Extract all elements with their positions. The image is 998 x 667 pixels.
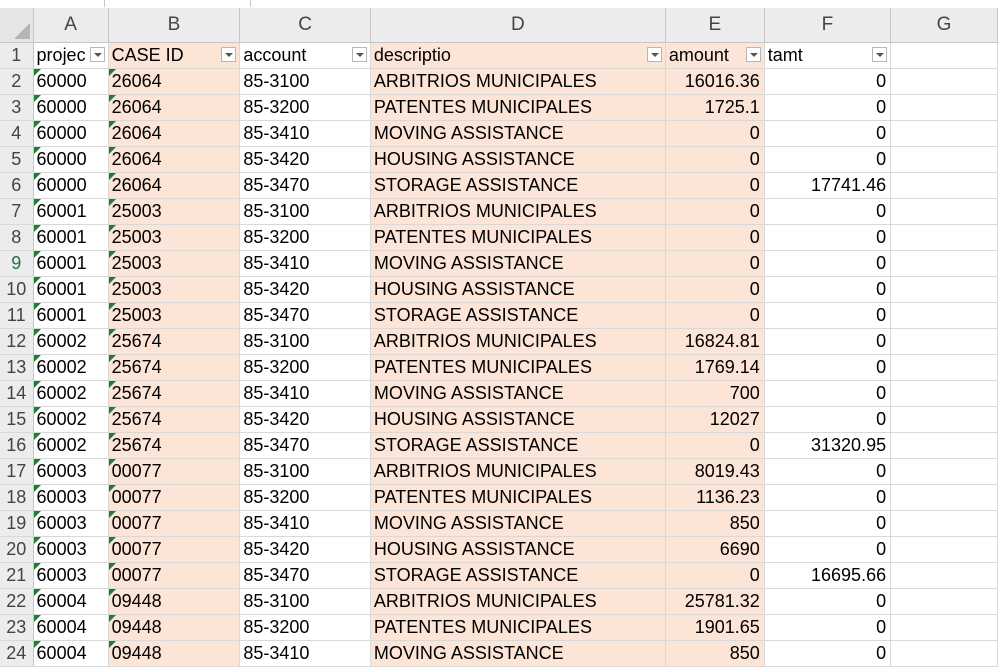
table-row — [0, 484, 998, 510]
cell-account[interactable]: 85-3470 — [240, 302, 371, 328]
cell-case-id[interactable]: 25003 — [108, 276, 240, 302]
table-row — [0, 172, 998, 198]
row-header[interactable]: 23 — [0, 614, 33, 640]
cell-g[interactable] — [891, 250, 998, 276]
cell-project[interactable]: 60000 — [33, 172, 108, 198]
cell-descriptio[interactable]: ARBITRIOS MUNICIPALES — [370, 328, 665, 354]
cell-descriptio[interactable]: ARBITRIOS MUNICIPALES — [370, 68, 665, 94]
cell-case-id[interactable]: 09448 — [108, 588, 240, 614]
cell-amount[interactable]: 0 — [665, 432, 764, 458]
header-cell-tamt[interactable] — [764, 42, 890, 68]
table-row — [0, 302, 998, 328]
cell-tamt[interactable]: 0 — [764, 198, 890, 224]
cell-case-id[interactable]: 09448 — [108, 640, 240, 666]
header-label: account — [243, 44, 307, 65]
table-row — [0, 614, 998, 640]
row-header[interactable]: 15 — [0, 406, 33, 432]
row-header[interactable]: 24 — [0, 640, 33, 666]
row-header[interactable]: 1 — [0, 42, 33, 68]
cell-project[interactable]: 60002 — [33, 380, 108, 406]
cell-g[interactable] — [891, 484, 998, 510]
filter-dropdown-icon[interactable] — [221, 47, 236, 62]
cell-tamt[interactable]: 0 — [764, 68, 890, 94]
cell-tamt[interactable]: 0 — [764, 250, 890, 276]
cell-case-id[interactable]: 25674 — [108, 432, 240, 458]
cell-descriptio[interactable]: HOUSING ASSISTANCE — [370, 276, 665, 302]
row-header[interactable]: 4 — [0, 120, 33, 146]
column-header-d[interactable]: D — [370, 8, 665, 42]
cell-project[interactable]: 60002 — [33, 354, 108, 380]
cell-amount[interactable]: 12027 — [665, 406, 764, 432]
row-header[interactable]: 5 — [0, 146, 33, 172]
cell-amount[interactable]: 0 — [665, 224, 764, 250]
cell-project[interactable]: 60002 — [33, 432, 108, 458]
cell-project[interactable]: 60000 — [33, 68, 108, 94]
table-row — [0, 146, 998, 172]
cell-descriptio[interactable]: HOUSING ASSISTANCE — [370, 406, 665, 432]
cell-descriptio[interactable]: MOVING ASSISTANCE — [370, 640, 665, 666]
filter-dropdown-icon[interactable] — [746, 47, 761, 62]
cell-account[interactable]: 85-3100 — [240, 68, 371, 94]
cell-amount[interactable]: 16016.36 — [665, 68, 764, 94]
row-header[interactable]: 14 — [0, 380, 33, 406]
cell-account[interactable]: 85-3100 — [240, 588, 371, 614]
cell-tamt[interactable]: 0 — [764, 458, 890, 484]
select-all-triangle-icon — [14, 23, 30, 39]
row-header[interactable]: 13 — [0, 354, 33, 380]
cell-account[interactable]: 85-3470 — [240, 432, 371, 458]
header-cell-amount[interactable] — [665, 42, 764, 68]
cell-amount[interactable]: 850 — [665, 640, 764, 666]
cell-project[interactable]: 60003 — [33, 536, 108, 562]
cell-tamt[interactable]: 0 — [764, 380, 890, 406]
cell-account[interactable]: 85-3470 — [240, 172, 371, 198]
table-row — [0, 406, 998, 432]
cell-g[interactable] — [891, 198, 998, 224]
column-header-e[interactable]: E — [665, 8, 764, 42]
row-header[interactable]: 16 — [0, 432, 33, 458]
cell-tamt[interactable]: 0 — [764, 406, 890, 432]
table-row — [0, 510, 998, 536]
cell-project[interactable]: 60002 — [33, 406, 108, 432]
cell-descriptio[interactable]: ARBITRIOS MUNICIPALES — [370, 198, 665, 224]
cell-tamt[interactable]: 0 — [764, 588, 890, 614]
table-row — [0, 458, 998, 484]
worksheet-grid — [0, 8, 998, 663]
cell-case-id[interactable]: 26064 — [108, 146, 240, 172]
cell-case-id[interactable]: 00077 — [108, 484, 240, 510]
cell-amount[interactable]: 1136.23 — [665, 484, 764, 510]
cell-account[interactable]: 85-3420 — [240, 276, 371, 302]
cell-amount[interactable]: 0 — [665, 562, 764, 588]
cell-g[interactable] — [891, 276, 998, 302]
cell-case-id[interactable]: 26064 — [108, 120, 240, 146]
header-cell-descriptio[interactable] — [370, 42, 665, 68]
cell-project[interactable]: 60001 — [33, 250, 108, 276]
cell-tamt[interactable]: 0 — [764, 536, 890, 562]
cell-case-id[interactable]: 00077 — [108, 510, 240, 536]
header-label: projec — [36, 44, 86, 65]
cell-project[interactable]: 60000 — [33, 120, 108, 146]
cell-descriptio[interactable]: PATENTES MUNICIPALES — [370, 614, 665, 640]
cell-amount[interactable]: 1769.14 — [665, 354, 764, 380]
cell-case-id[interactable]: 25674 — [108, 354, 240, 380]
table-row — [0, 224, 998, 250]
cell-descriptio[interactable]: MOVING ASSISTANCE — [370, 510, 665, 536]
cell-account[interactable]: 85-3100 — [240, 328, 371, 354]
cell-case-id[interactable]: 09448 — [108, 614, 240, 640]
cell-project[interactable]: 60003 — [33, 484, 108, 510]
cell-g[interactable] — [891, 146, 998, 172]
cell-tamt[interactable]: 0 — [764, 328, 890, 354]
cell-tamt[interactable]: 0 — [764, 510, 890, 536]
formula-input[interactable] — [110, 0, 251, 7]
cell-account[interactable]: 85-3470 — [240, 562, 371, 588]
column-header-a[interactable]: A — [33, 8, 108, 42]
cell-project[interactable]: 60000 — [33, 94, 108, 120]
cell-tamt[interactable]: 17741.46 — [764, 172, 890, 198]
cell-amount[interactable]: 0 — [665, 250, 764, 276]
cell-amount[interactable]: 25781.32 — [665, 588, 764, 614]
cell-account[interactable]: 85-3410 — [240, 510, 371, 536]
column-header-f[interactable]: F — [764, 8, 890, 42]
row-header[interactable]: 6 — [0, 172, 33, 198]
column-header-b[interactable]: B — [108, 8, 240, 42]
table-row — [0, 380, 998, 406]
cell-descriptio[interactable]: ARBITRIOS MUNICIPALES — [370, 588, 665, 614]
cell-g[interactable] — [891, 42, 998, 68]
cell-tamt[interactable]: 0 — [764, 224, 890, 250]
cell-tamt[interactable]: 31320.95 — [764, 432, 890, 458]
name-box[interactable] — [0, 0, 105, 7]
cell-tamt[interactable]: 16695.66 — [764, 562, 890, 588]
cell-amount[interactable]: 1725.1 — [665, 94, 764, 120]
cell-g[interactable] — [891, 588, 998, 614]
cell-account[interactable]: 85-3420 — [240, 146, 371, 172]
cell-project[interactable]: 60002 — [33, 328, 108, 354]
cell-tamt[interactable]: 0 — [764, 484, 890, 510]
select-all-button[interactable] — [0, 8, 33, 42]
cell-g[interactable] — [891, 172, 998, 198]
cell-project[interactable]: 60001 — [33, 276, 108, 302]
cell-g[interactable] — [891, 536, 998, 562]
filter-dropdown-icon[interactable] — [872, 47, 887, 62]
cell-g[interactable] — [891, 458, 998, 484]
table-row — [0, 276, 998, 302]
cell-project[interactable]: 60003 — [33, 458, 108, 484]
cell-amount[interactable]: 1901.65 — [665, 614, 764, 640]
cell-case-id[interactable]: 25674 — [108, 406, 240, 432]
row-header[interactable]: 21 — [0, 562, 33, 588]
cell-account[interactable]: 85-3100 — [240, 198, 371, 224]
cell-case-id[interactable]: 25003 — [108, 198, 240, 224]
row-header[interactable]: 20 — [0, 536, 33, 562]
cell-descriptio[interactable]: STORAGE ASSISTANCE — [370, 432, 665, 458]
cell-account[interactable]: 85-3200 — [240, 94, 371, 120]
cell-amount[interactable]: 6690 — [665, 536, 764, 562]
table-row — [0, 68, 998, 94]
header-label: amount — [668, 44, 729, 65]
header-label: tamt — [767, 44, 803, 65]
cell-amount[interactable]: 16824.81 — [665, 328, 764, 354]
cell-case-id[interactable]: 26064 — [108, 94, 240, 120]
cell-tamt[interactable]: 0 — [764, 354, 890, 380]
cell-tamt[interactable]: 0 — [764, 614, 890, 640]
cell-descriptio[interactable]: PATENTES MUNICIPALES — [370, 354, 665, 380]
cell-g[interactable] — [891, 380, 998, 406]
cell-case-id[interactable]: 26064 — [108, 68, 240, 94]
table-row — [0, 94, 998, 120]
cell-g[interactable] — [891, 120, 998, 146]
cell-project[interactable]: 60000 — [33, 146, 108, 172]
row-header[interactable]: 18 — [0, 484, 33, 510]
row-header[interactable]: 22 — [0, 588, 33, 614]
table-row — [0, 198, 998, 224]
cell-descriptio[interactable]: MOVING ASSISTANCE — [370, 380, 665, 406]
table-row — [0, 250, 998, 276]
cell-amount[interactable]: 850 — [665, 510, 764, 536]
cell-account[interactable]: 85-3420 — [240, 536, 371, 562]
cell-amount[interactable]: 0 — [665, 302, 764, 328]
cell-g[interactable] — [891, 94, 998, 120]
row-header[interactable]: 8 — [0, 224, 33, 250]
cell-project[interactable]: 60001 — [33, 198, 108, 224]
cell-g[interactable] — [891, 68, 998, 94]
cell-project[interactable]: 60001 — [33, 302, 108, 328]
cell-account[interactable]: 85-3410 — [240, 250, 371, 276]
cell-g[interactable] — [891, 224, 998, 250]
cell-descriptio[interactable]: PATENTES MUNICIPALES — [370, 224, 665, 250]
table-row — [0, 640, 998, 666]
cell-g[interactable] — [891, 510, 998, 536]
cell-descriptio[interactable]: HOUSING ASSISTANCE — [370, 146, 665, 172]
cell-descriptio[interactable]: PATENTES MUNICIPALES — [370, 94, 665, 120]
cell-project[interactable]: 60003 — [33, 562, 108, 588]
header-cell-project[interactable] — [33, 42, 108, 68]
table-header-row — [0, 42, 998, 68]
cell-descriptio[interactable]: HOUSING ASSISTANCE — [370, 536, 665, 562]
row-header[interactable]: 11 — [0, 302, 33, 328]
cell-g[interactable] — [891, 562, 998, 588]
cell-account[interactable]: 85-3200 — [240, 224, 371, 250]
cell-account[interactable]: 85-3420 — [240, 406, 371, 432]
cell-account[interactable]: 85-3200 — [240, 354, 371, 380]
cell-descriptio[interactable]: STORAGE ASSISTANCE — [370, 562, 665, 588]
cell-tamt[interactable]: 0 — [764, 302, 890, 328]
cell-g[interactable] — [891, 640, 998, 666]
table-row — [0, 588, 998, 614]
header-label: descriptio — [373, 44, 451, 65]
cell-amount[interactable]: 0 — [665, 276, 764, 302]
column-header-g[interactable]: G — [891, 8, 998, 42]
cell-account[interactable]: 85-3200 — [240, 484, 371, 510]
cell-amount[interactable]: 0 — [665, 198, 764, 224]
cell-project[interactable]: 60003 — [33, 510, 108, 536]
cell-tamt[interactable]: 0 — [764, 120, 890, 146]
table-row — [0, 536, 998, 562]
cell-account[interactable]: 85-3100 — [240, 458, 371, 484]
spreadsheet-table — [0, 8, 998, 667]
cell-case-id[interactable]: 00077 — [108, 562, 240, 588]
cell-descriptio[interactable]: STORAGE ASSISTANCE — [370, 302, 665, 328]
cell-tamt[interactable]: 0 — [764, 94, 890, 120]
table-row — [0, 328, 998, 354]
cell-case-id[interactable]: 25003 — [108, 250, 240, 276]
cell-account[interactable]: 85-3410 — [240, 120, 371, 146]
header-label: CASE ID — [111, 44, 184, 65]
cell-case-id[interactable]: 00077 — [108, 458, 240, 484]
table-row — [0, 120, 998, 146]
cell-descriptio[interactable]: STORAGE ASSISTANCE — [370, 172, 665, 198]
cell-g[interactable] — [891, 328, 998, 354]
row-header[interactable]: 19 — [0, 510, 33, 536]
cell-descriptio[interactable]: MOVING ASSISTANCE — [370, 250, 665, 276]
cell-tamt[interactable]: 0 — [764, 640, 890, 666]
cell-amount[interactable]: 0 — [665, 120, 764, 146]
header-cell-account[interactable] — [240, 42, 371, 68]
cell-amount[interactable]: 8019.43 — [665, 458, 764, 484]
table-row — [0, 432, 998, 458]
row-header[interactable]: 10 — [0, 276, 33, 302]
cell-g[interactable] — [891, 354, 998, 380]
cell-account[interactable]: 85-3200 — [240, 614, 371, 640]
cell-case-id[interactable]: 00077 — [108, 536, 240, 562]
cell-g[interactable] — [891, 614, 998, 640]
row-header[interactable]: 12 — [0, 328, 33, 354]
cell-case-id[interactable]: 25674 — [108, 328, 240, 354]
cell-case-id[interactable]: 25674 — [108, 380, 240, 406]
cell-amount[interactable]: 0 — [665, 172, 764, 198]
cell-account[interactable]: 85-3410 — [240, 640, 371, 666]
cell-project[interactable]: 60001 — [33, 224, 108, 250]
table-row — [0, 562, 998, 588]
filter-dropdown-icon[interactable] — [90, 47, 105, 62]
cell-case-id[interactable]: 25003 — [108, 302, 240, 328]
column-header-c[interactable]: C — [240, 8, 371, 42]
cell-account[interactable]: 85-3410 — [240, 380, 371, 406]
row-header[interactable]: 17 — [0, 458, 33, 484]
cell-project[interactable]: 60004 — [33, 640, 108, 666]
row-header[interactable]: 2 — [0, 68, 33, 94]
cell-project[interactable]: 60004 — [33, 614, 108, 640]
cell-case-id[interactable]: 25003 — [108, 224, 240, 250]
header-cell-case-id[interactable] — [108, 42, 240, 68]
column-header-row — [0, 8, 998, 42]
cell-amount[interactable]: 700 — [665, 380, 764, 406]
cell-amount[interactable]: 0 — [665, 146, 764, 172]
cell-g[interactable] — [891, 302, 998, 328]
cell-g[interactable] — [891, 406, 998, 432]
cell-descriptio[interactable]: MOVING ASSISTANCE — [370, 120, 665, 146]
table-row — [0, 354, 998, 380]
cell-g[interactable] — [891, 432, 998, 458]
cell-tamt[interactable]: 0 — [764, 146, 890, 172]
cell-project[interactable]: 60004 — [33, 588, 108, 614]
filter-dropdown-icon[interactable] — [647, 47, 662, 62]
row-header[interactable]: 3 — [0, 94, 33, 120]
cell-tamt[interactable]: 0 — [764, 276, 890, 302]
cell-descriptio[interactable]: PATENTES MUNICIPALES — [370, 484, 665, 510]
filter-dropdown-icon[interactable] — [352, 47, 367, 62]
row-header[interactable]: 7 — [0, 198, 33, 224]
cell-case-id[interactable]: 26064 — [108, 172, 240, 198]
row-header[interactable]: 9 — [0, 250, 33, 276]
cell-descriptio[interactable]: ARBITRIOS MUNICIPALES — [370, 458, 665, 484]
